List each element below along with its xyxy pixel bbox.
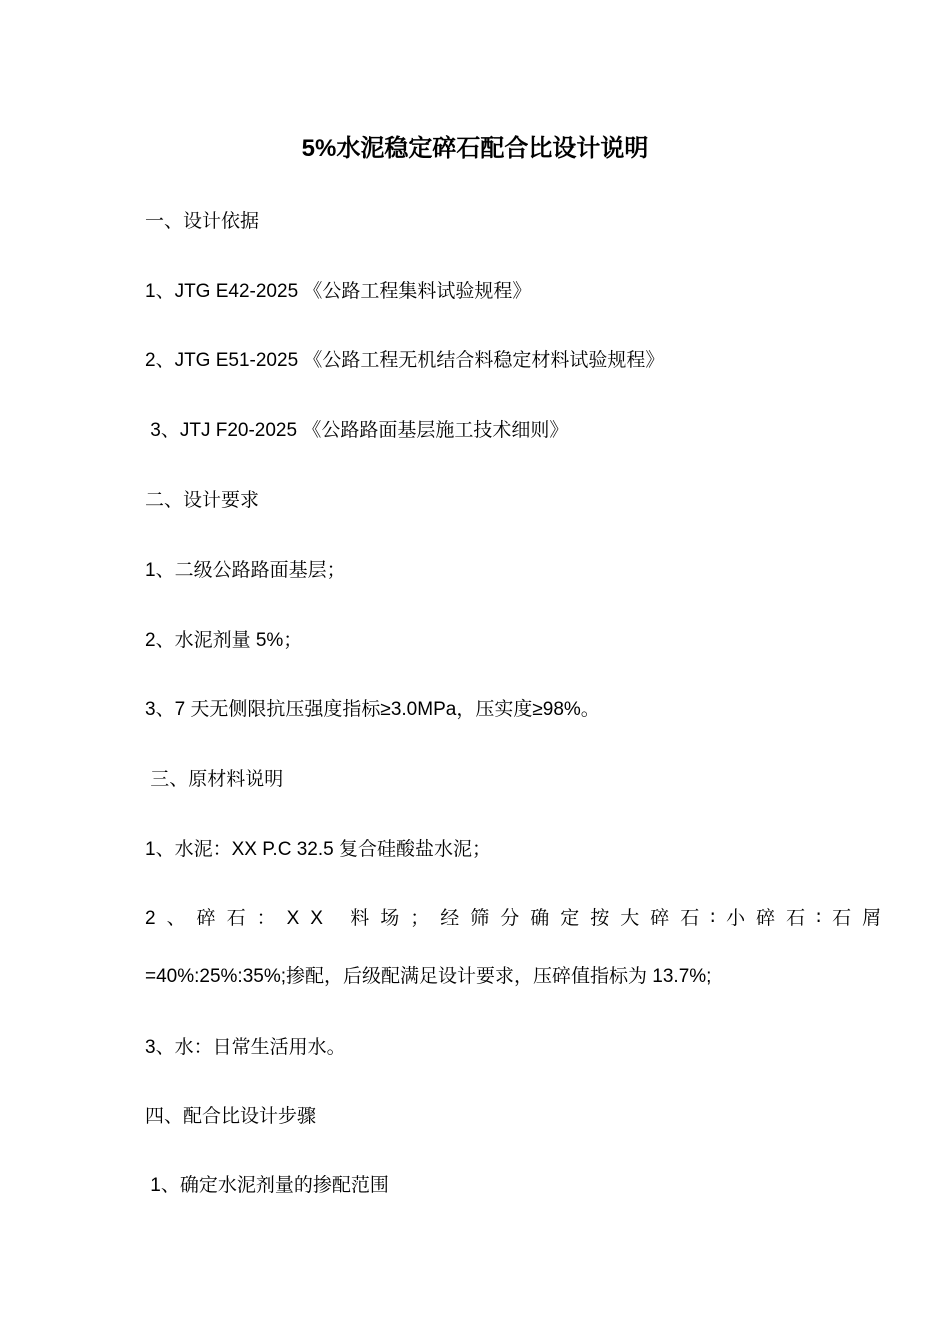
section-heading-mix-design-steps: 四、配合比设计步骤 — [145, 1106, 317, 1127]
raw-material-item-2-continued: =40%:25%:35%;掺配，后级配满足设计要求，压碎值指标为 13.7%; — [145, 966, 712, 987]
section-heading-design-requirements: 二、设计要求 — [145, 490, 260, 511]
design-basis-item-2: 2、JTG E51-2025 《公路工程无机结合料稳定材料试验规程》 — [145, 350, 665, 371]
section-heading-design-basis: 一、设计依据 — [145, 211, 260, 232]
design-requirement-item-1: 1、二级公路路面基层； — [145, 560, 346, 581]
section-heading-raw-materials: 三、原材料说明 — [145, 769, 284, 790]
document-title: 5%水泥稳定碎石配合比设计说明 — [301, 135, 649, 162]
design-basis-item-3: 3、JTJ F20-2025 《公路路面基层施工技术细则》 — [145, 420, 569, 441]
design-requirement-item-2: 2、水泥剂量 5%； — [145, 630, 303, 651]
raw-material-item-3: 3、水：日常生活用水。 — [145, 1037, 346, 1058]
design-basis-item-1: 1、JTG E42-2025 《公路工程集料试验规程》 — [145, 281, 532, 302]
raw-material-item-2-text: 2、碎石：XX 料场；经筛分确定按大碎石∶小碎石∶石屑 — [145, 908, 893, 929]
design-requirement-item-3: 3、7 天无侧限抗压强度指标≥3.0MPa，压实度≥98%。 — [145, 699, 600, 720]
raw-material-item-2 — [145, 905, 893, 933]
raw-material-item-1: 1、水泥：XX P.C 32.5 复合硅酸盐水泥； — [145, 839, 491, 860]
mix-design-step-1: 1、确定水泥剂量的掺配范围 — [145, 1175, 389, 1196]
